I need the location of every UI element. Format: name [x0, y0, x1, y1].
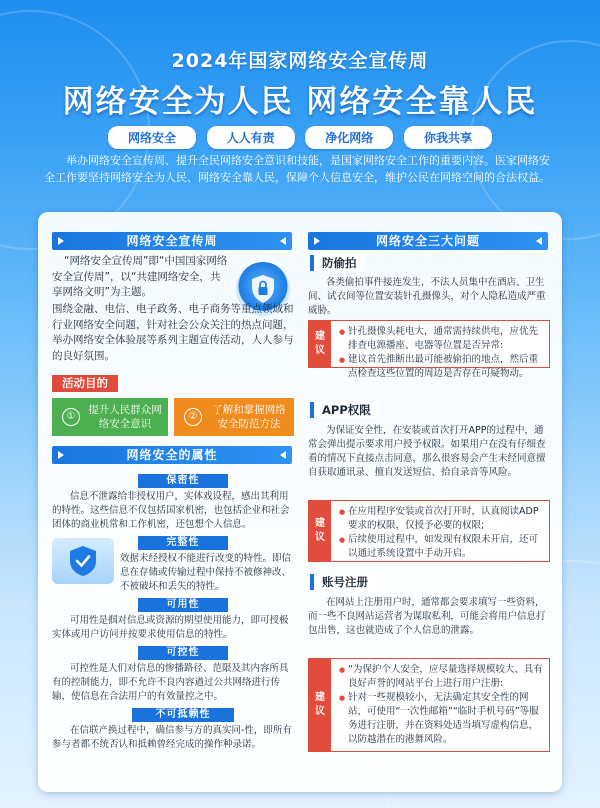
poster-title: 网络安全为人民 网络安全靠人民: [62, 84, 538, 120]
goal-item: [52, 398, 168, 436]
advice-item: ● 针孔摄像头耗电大，通常需持续供电，应优先排查电源播座、电器等位置是否异常:: [339, 325, 543, 353]
advice-tag-text: 建 议: [315, 692, 325, 717]
slogan-badge: 净化网络: [305, 126, 393, 149]
risk-label-hidden-camera: 防偷拍: [310, 255, 365, 271]
goal-text: 了解和掌握网络安全防范方法: [212, 404, 286, 430]
section-title-week: 网络安全宣传周: [52, 232, 292, 250]
shield-lock-icon: [250, 274, 276, 304]
week-text-detail: 围绕金融、电信、电子政务、电子商务等重点领域和行业网络安全问题，针对社会公众关注的热点问题，举办网络安全体验展等系列主题宣传活动，人人参与的良好氛围。: [52, 303, 294, 362]
advice-box: [308, 658, 550, 752]
attr-label-confidentiality: 保密性: [138, 474, 228, 488]
advice-tag-text: 建 议: [315, 518, 325, 543]
risk-text-hidden-camera: 各类偷拍事件接连发生，不法人员集中在酒店、卫生间、试衣间等位置安装针孔摄像头，对个人隐私造成严重威胁。: [308, 277, 546, 316]
attr-illustration: [52, 538, 114, 584]
advice-item: ● 后续使用过程中，如发现有权限未开启，还可以通过系统设置中手动开启。: [339, 533, 543, 561]
advice-box: [308, 320, 550, 379]
attr-text-non-repudiation: 在信联产换过程中，确信参与方的真实同-性，即所有参与者都不统否认和抵赖曾经完成的操作种录诺。: [52, 725, 292, 750]
attr-label-controllability: 可控性: [138, 646, 228, 660]
intro-paragraph: 举办网络安全宣传周、提升全民网络安全意识和技能，是国家网络安全工作的重要内容。医家网络安全工作要坚持网络安全为人民、网络安全靠人民，保障个人信息安全，维护公民在网络空间的合法权益。: [44, 154, 550, 184]
risk-text-app-permissions: 为保证安全性，在安装或首次打开APP的过程中，通常会弹出提示要求用户授予权限。如果用户在没有仔细查看的情况下直接点击同意，那么很容易会产生未经同意擅自获取通讯录、擅自发送短信、拾自录音等风险。: [308, 425, 546, 478]
attr-text-confidentiality: 信息不泄露给非授权用户，实体戏设程，感出其利用的特性。这些信息不仅包括国家机密，也包括企业和社会团体的商业机常和工作机密，还包想个人信息。: [52, 491, 290, 530]
poster-subtitle: 2024年国家网络安全宣传周: [171, 50, 429, 72]
attr-text-integrity: 效据未经授权不能进行改变的特性。即信息在存储或传输过程中保持不被修神改、不被破坏和丢失的特性。: [120, 553, 292, 592]
advice-tag-text: 建 议: [315, 331, 325, 356]
attr-label-availability: 可用性: [138, 598, 228, 612]
section-title-three-issues: 网络安全三大问题: [308, 232, 548, 250]
advice-item: ● “为保护个人安全，应尽量选择规模较大、具有良好声誉的网站平台上进行用户注册:: [339, 663, 543, 691]
attr-label-integrity: 完整性: [138, 536, 228, 550]
attr-text-availability: 可用性是掴对信息或资源的期望使用能力，即可授极实体或用户访问并按要求使用信息的特性。: [52, 615, 289, 640]
advice-box: [308, 500, 550, 562]
shield-check-icon: [66, 544, 100, 578]
advice-list: [339, 505, 543, 561]
advice-item: ● 在应用程序安装或首次打开时，认真阅读ADP要求的权限，仅授予必要的权限;: [339, 505, 543, 533]
goal-text: 提升人民群众网络安全意识: [88, 404, 162, 430]
goal-label: 活动目的: [52, 375, 118, 392]
advice-tag: [309, 321, 331, 367]
section-title-attributes: 网络安全的属性: [52, 446, 292, 464]
attr-label-non-repudiation: 不可抵赖性: [132, 708, 234, 722]
risk-label-app-permissions: APP权限: [310, 402, 379, 418]
advice-tag: [309, 659, 331, 751]
goal-number: ②: [184, 408, 202, 426]
goal-item: [174, 398, 294, 436]
risk-text-account-registration: 在网站上注册用户时，通常都会要求填写一些资料，而一些不良网站运营者为谋取私利，可能会将用户信息打包出售，这也就造成了个人信息的泄露。: [308, 597, 546, 636]
advice-item: ● 建议首先推断出最可能被偷拍的地点，然后重点检查这些位置的周边是否存在可疑物动。: [339, 353, 543, 381]
content-panel: [38, 212, 562, 792]
slogan-badge: 人人有责: [207, 126, 295, 149]
slogan-row: [108, 126, 492, 149]
slogan-badge: 你我共享: [404, 126, 492, 149]
slogan-badge: 网络安全: [108, 126, 196, 149]
advice-list: [339, 325, 543, 381]
goal-number: ①: [62, 408, 80, 426]
advice-item: ● 针对一些规模较小，无法确定其安全性的网站，可使用“一次性邮箱”“临时手机号码”等服务进行注册，并在资料处适当填写虚构信息，以防越潜在的港舞风险。: [339, 691, 543, 747]
week-text-intro: “网络安全宣传周”即“中国国家网络安全宣传周”，以“共建网络安全，共享网络文明”为主题。: [52, 255, 228, 298]
advice-tag: [309, 501, 331, 561]
advice-list: [339, 663, 543, 747]
attr-text-controllability: 可控性是人们对信息的惨播路径、范限及其内容所具有的控制能力，即不允许不良内容遒过公共网络进行传输，使信息在合法用户的有效量控之中。: [52, 663, 289, 702]
risk-label-account-registration: 账号注册: [310, 574, 376, 590]
